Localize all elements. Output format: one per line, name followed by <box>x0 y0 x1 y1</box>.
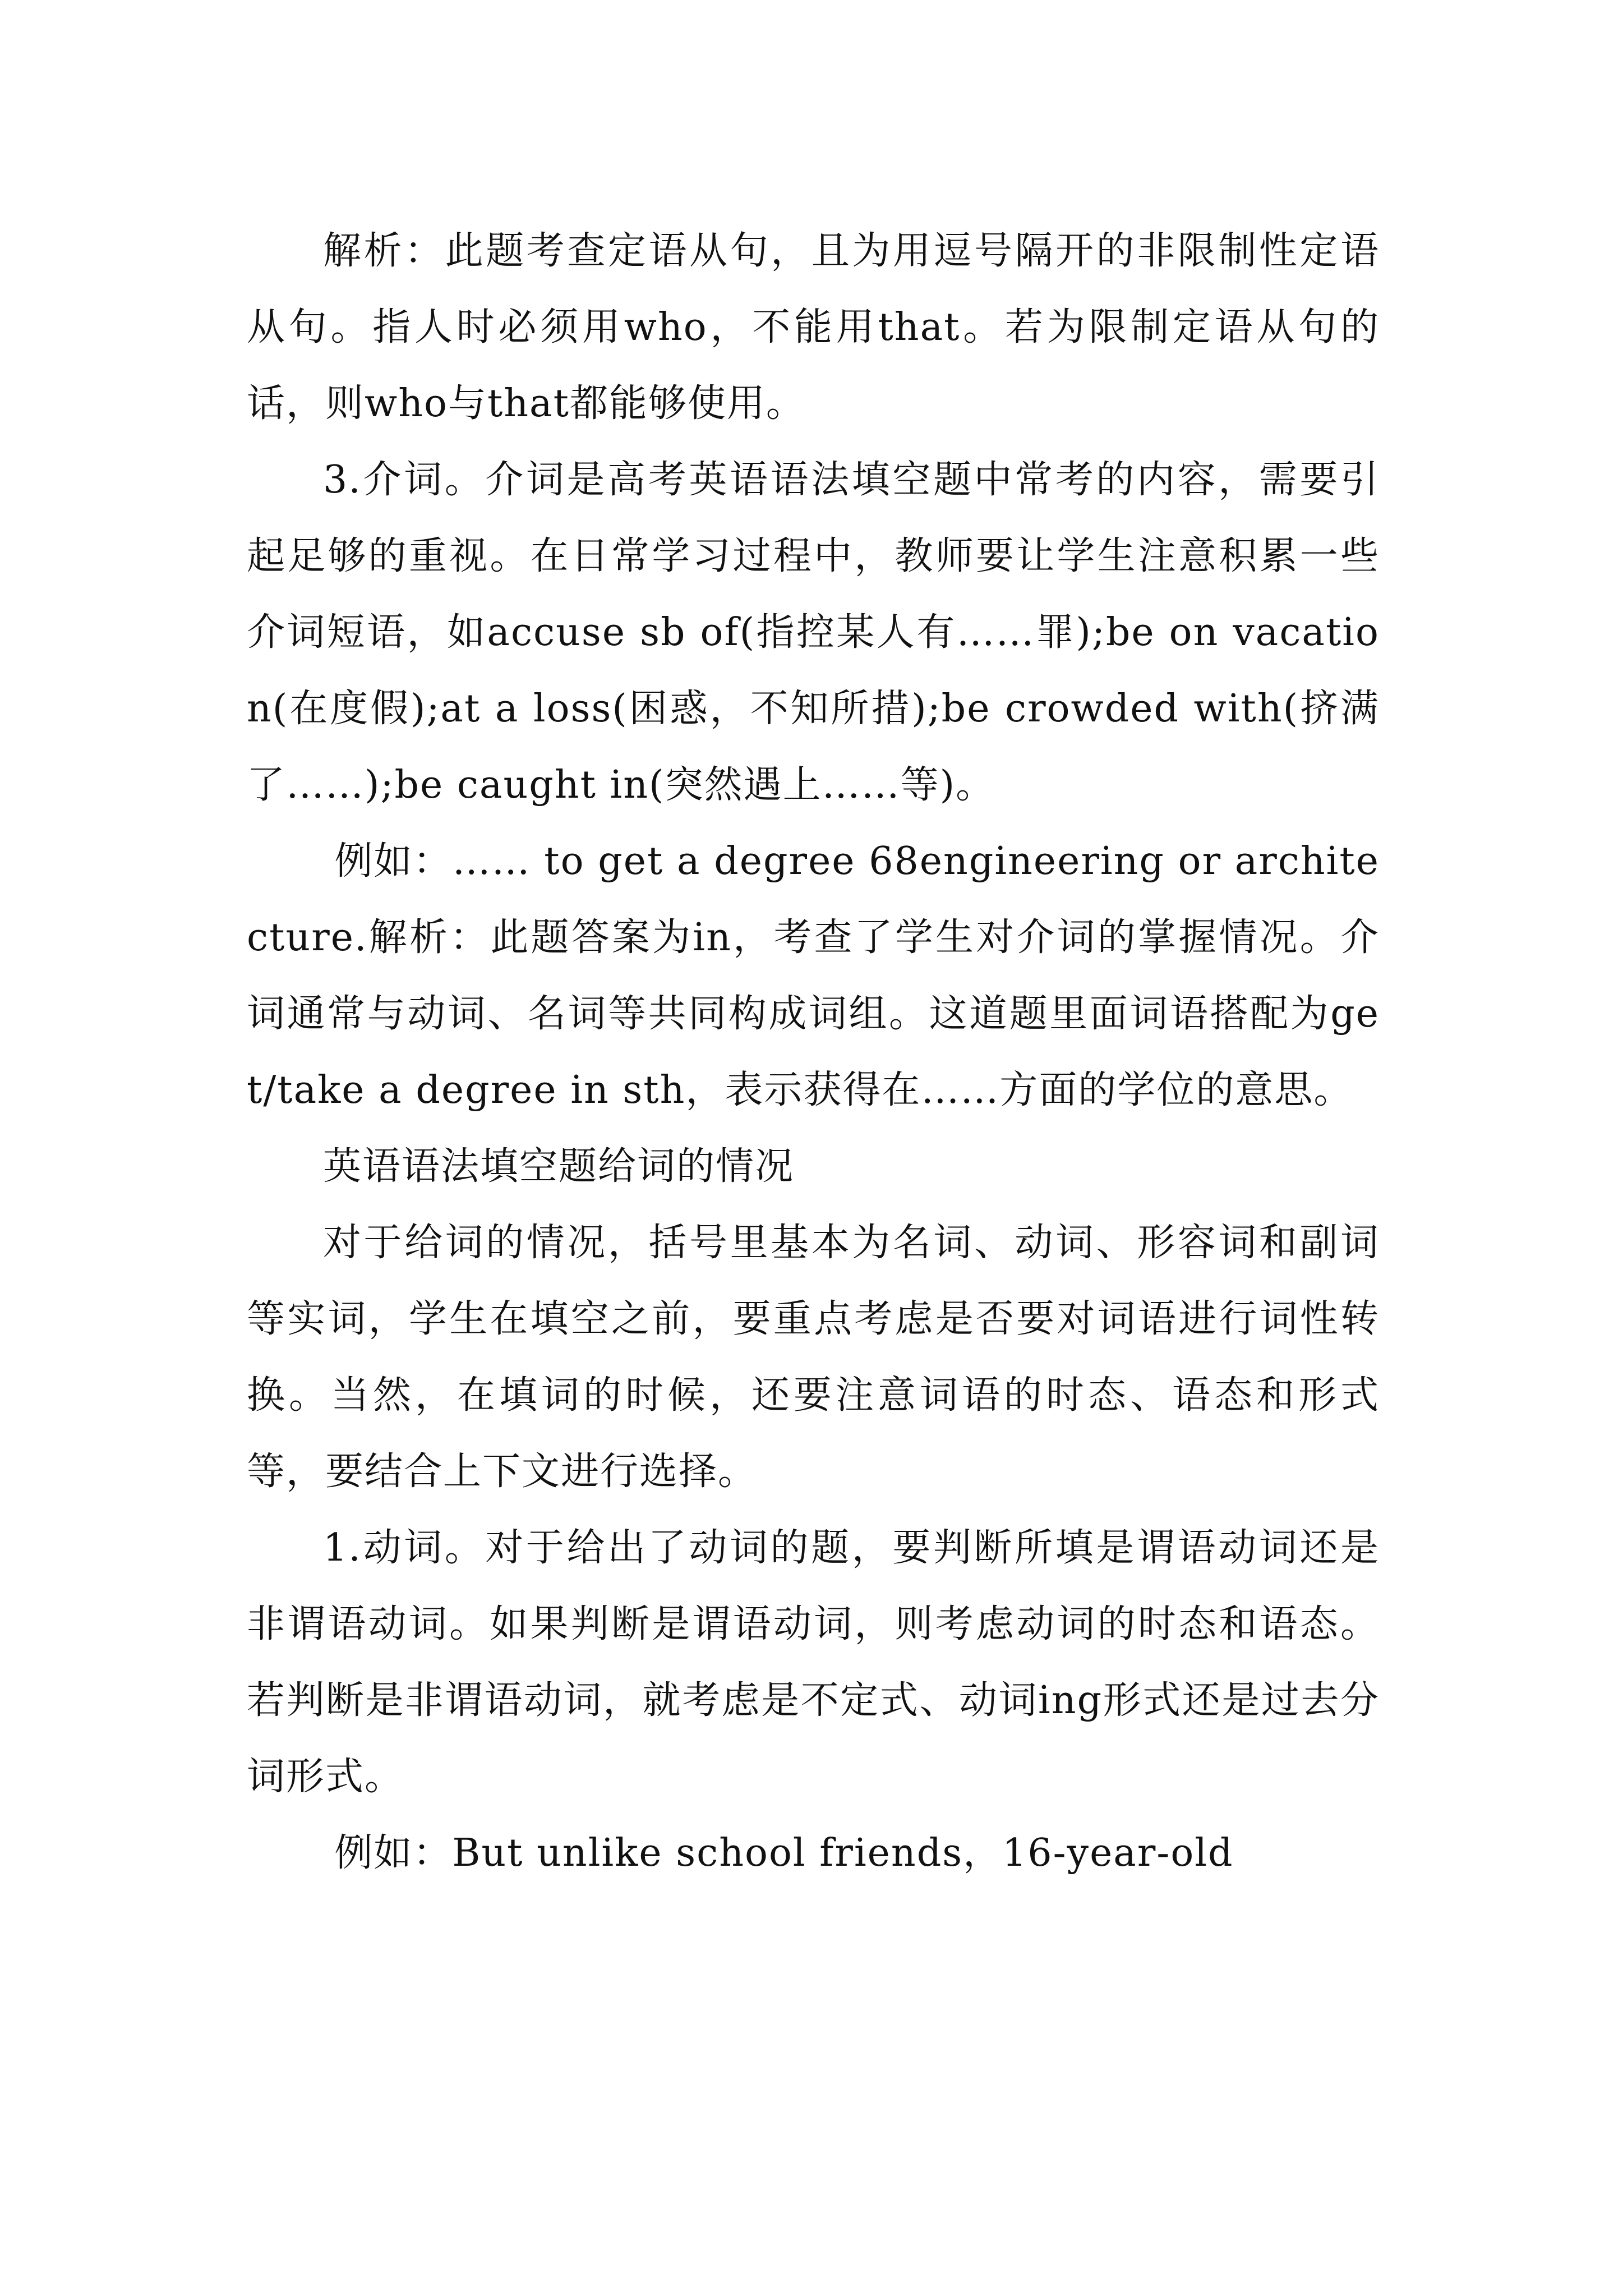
paragraph-verb-intro: 1.动词。对于给出了动词的题，要判断所填是谓语动词还是非谓语动词。如果判断是谓语动词，则考虑动词的时态和语态。若判断是非谓语动词，就考虑是不定式、动词ing形式还是过去分词形式。 <box>247 1526 1380 1799</box>
paragraph-preposition-intro: 3.介词。介词是高考英语语法填空题中常考的内容，需要引起足够的重视。在日常学习过程中，教师要让学生注意积累一些介词短语，如accuse sb of(指控某人有……罪);be on vacation(在度假);at a loss(困惑，不知所措);be crowded with(挤满了……);be caught in(突然遇上……等)。 <box>247 458 1380 807</box>
document-body <box>247 213 1380 1892</box>
paragraph-analysis-relative-clause: 解析：此题考查定语从句，且为用逗号隔开的非限制性定语从句。指人时必须用who，不能用that。若为限制定语从句的话，则who与that都能够使用。 <box>247 229 1380 426</box>
paragraph-preposition-example: 例如：…… to get a degree 68engineering or architecture.解析：此题答案为in，考查了学生对介词的掌握情况。介词通常与动词、名词等共同构成词组。这道题里面词语搭配为get/take a degree in sth，表示获得在……方面的学位的意思。 <box>247 839 1380 1112</box>
section-heading: 英语语法填空题给词的情况 <box>323 1144 795 1189</box>
paragraph-verb-example: 例如：But unlike school friends，16-year-old <box>334 1831 1234 1875</box>
paragraph-given-word-intro: 对于给词的情况，括号里基本为名词、动词、形容词和副词等实词，学生在填空之前，要重点考虑是否要对词语进行词性转换。当然，在填词的时候，还要注意词语的时态、语态和形式等，要结合上下文进行选择。 <box>247 1221 1380 1494</box>
